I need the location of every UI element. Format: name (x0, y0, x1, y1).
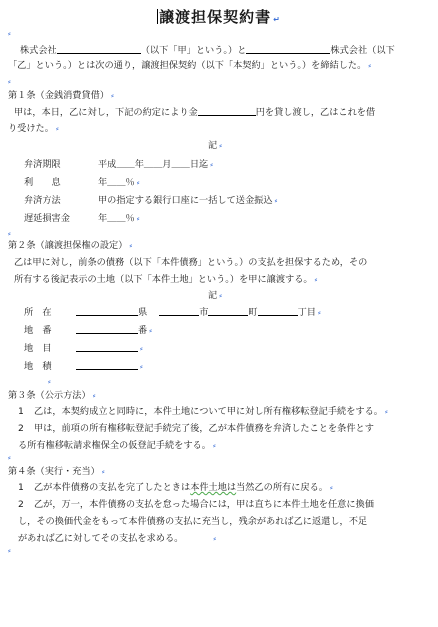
chimoku-blank[interactable] (76, 342, 138, 352)
company-name-blank-2[interactable] (246, 44, 330, 54)
title-text: 譲渡担保契約書 (159, 8, 272, 26)
paragraph-mark-icon: ⸗ (111, 91, 114, 100)
article4-paragraph-2-cont-1 (8, 516, 430, 528)
ban-label: 番 (138, 325, 148, 336)
land-label: 地 積 (24, 361, 52, 372)
document-title (8, 6, 430, 28)
article4-paragraph-2 (8, 499, 430, 511)
paragraph-mark-icon: ⸗ (8, 229, 11, 238)
article4-paragraph-2-cont-2 (8, 533, 430, 545)
paragraph-mark-icon: ⸗ (317, 308, 321, 317)
article3-paragraph-2 (8, 423, 430, 435)
land-chimoku-row (8, 340, 430, 358)
paragraph-mark-icon: ⸗ (8, 77, 11, 86)
article4-paragraph-1 (8, 482, 430, 494)
article4-heading (8, 466, 430, 478)
paragraph-mark-icon: ⸗ (219, 141, 222, 150)
paragraph-number: 1 (18, 482, 24, 493)
article4-p2-text-3: があれば乙に対してその支払を求める。 (18, 533, 184, 544)
paragraph-mark-icon: ⸗ (140, 362, 143, 371)
city-blank[interactable] (159, 306, 199, 316)
amount-blank[interactable] (198, 106, 256, 116)
ki-label: 記 (208, 290, 218, 301)
paragraph-mark-icon: ↵ (273, 15, 281, 24)
term-row (8, 156, 430, 174)
article3-heading-text: 第３条（公示方法） (8, 390, 91, 401)
paragraph-number: 1 (18, 406, 24, 417)
cho-label: 町 (248, 307, 258, 318)
land-address-row (8, 304, 430, 322)
term-label: 弁済方法 (24, 195, 61, 206)
term-label: 弁済期限 (24, 159, 61, 170)
paragraph-mark-icon: ⸗ (55, 124, 59, 133)
ken-label: 県 (138, 307, 148, 318)
prefecture-blank[interactable] (76, 306, 138, 316)
term-value: 平成＿＿年＿＿月＿＿日迄 (98, 159, 209, 170)
land-list (8, 304, 430, 376)
empty-paragraph (8, 228, 430, 236)
paragraph-mark-icon: ⸗ (48, 377, 51, 386)
paragraph-mark-icon: ⸗ (213, 534, 217, 543)
article3-heading (8, 390, 430, 402)
chome-blank[interactable] (258, 306, 298, 316)
land-chiseki-row (8, 358, 430, 376)
paragraph-mark-icon: ⸗ (136, 178, 140, 187)
company-name-blank-1[interactable] (57, 44, 141, 54)
article2-text-1: 乙は甲に対し，前条の債務（以下「本件債務」という。）の支払を担保するため，その (14, 257, 368, 268)
article3-p1-text: 乙は，本契約成立と同時に，本件土地について甲に対し所有権移転登記手続をする。 (34, 406, 383, 417)
article4-heading-text: 第４条（実行・充当） (8, 466, 100, 477)
empty-paragraph (8, 452, 430, 464)
paragraph-mark-icon: ⸗ (368, 61, 371, 70)
paragraph-mark-icon: ⸗ (136, 214, 140, 223)
article1-ki (8, 140, 430, 152)
article2-ki (8, 290, 430, 302)
paragraph-mark-icon: ⸗ (8, 546, 11, 555)
paragraph-mark-icon: ⸗ (8, 453, 11, 462)
text-cursor (157, 9, 158, 24)
shi-label: 市 (199, 307, 209, 318)
article1-terms-list (8, 156, 430, 228)
paragraph-mark-icon: ⸗ (314, 275, 318, 284)
article1-text-line-1 (8, 106, 430, 119)
paragraph-mark-icon: ⸗ (219, 291, 222, 300)
company-prefix-1: 株式会社 (20, 45, 57, 56)
article3-p2-text-2: る所有権移転請求権保全の仮登記手続をする。 (18, 440, 211, 451)
land-label: 地 番 (24, 325, 52, 336)
article3-paragraph-2-cont (8, 440, 430, 452)
land-chiban-row (8, 322, 430, 340)
article4-p2-text-1: 乙が，万一，本件債務の支払を怠った場合には，甲は直ちに本件土地を任意に換価 (34, 499, 374, 510)
article2-heading (8, 240, 430, 252)
land-label: 所 在 (24, 307, 52, 318)
empty-paragraph (8, 28, 430, 38)
paragraph-mark-icon: ⸗ (8, 29, 11, 38)
chiban-blank[interactable] (76, 324, 138, 334)
spellcheck-underlined-text: 本件土地は (190, 482, 237, 493)
empty-paragraph (8, 76, 430, 86)
paragraph-mark-icon: ⸗ (274, 196, 278, 205)
paragraph-mark-icon: ⸗ (129, 241, 133, 250)
paragraph-mark-icon: ⸗ (140, 344, 143, 353)
article4-p1-text-c: 当然乙の所有に戻る。 (236, 482, 328, 493)
article1-text-c: り受けた。 (8, 123, 54, 134)
intro-text-2: 「乙」という。）とは次の通り，譲渡担保契約（以下「本契約」という。）を締結した。 (8, 60, 367, 71)
article4-p1-text-a: 乙が本件債務の支払を完了したときは (34, 482, 191, 493)
term-row (8, 210, 430, 228)
article1-heading-text: 第１条（金銭消費貸借） (8, 90, 110, 101)
paragraph-mark-icon: ⸗ (330, 483, 333, 492)
chiseki-blank[interactable] (76, 360, 138, 370)
article3-p2-text-1: 甲は，前項の所有権移転登記手続完了後，乙が本件債務を弁済したことを条件とす (34, 423, 374, 434)
intro-text-1: （以下「甲」という。）と (140, 45, 247, 56)
paragraph-number: 2 (18, 499, 24, 510)
paragraph-mark-icon: ⸗ (149, 326, 152, 335)
article4-p2-text-2: し，その換価代金をもって本件債務の支払に充当し，残余があれば乙に返還し，不足 (18, 516, 368, 527)
article2-line-1 (8, 257, 430, 269)
term-value: 甲の指定する銀行口座に一括して送金振込 (98, 195, 273, 206)
article2-line-2 (8, 274, 430, 286)
article2-text-2: 所有する後記表示の土地（以下「本件土地」という。）を甲に譲渡する。 (14, 274, 313, 285)
empty-paragraph (8, 545, 430, 557)
paragraph-mark-icon: ⸗ (92, 391, 96, 400)
chome-label: 丁目 (297, 307, 316, 318)
article3-paragraph-1 (8, 406, 430, 418)
town-blank[interactable] (208, 306, 248, 316)
term-row (8, 174, 430, 192)
ki-label: 記 (208, 140, 218, 151)
empty-paragraph (8, 376, 430, 388)
paragraph-mark-icon: ⸗ (384, 407, 388, 416)
term-value: 年＿＿％ (98, 177, 135, 188)
paragraph-number: 2 (18, 423, 24, 434)
paragraph-mark-icon: ⸗ (101, 467, 105, 476)
article1-heading (8, 90, 430, 102)
land-label: 地 目 (24, 343, 52, 354)
paragraph-mark-icon: ⸗ (210, 160, 213, 169)
paragraph-mark-icon: ⸗ (212, 441, 216, 450)
intro-line-1 (8, 44, 430, 57)
term-row (8, 192, 430, 210)
intro-line-2 (8, 60, 430, 72)
term-label: 遅延損害金 (24, 213, 70, 224)
article1-text-b: 円を貸し渡し，乙はこれを借 (255, 107, 376, 118)
company-suffix-2: 株式会社（以下 (330, 45, 395, 56)
article1-text-line-2 (8, 123, 430, 135)
article2-heading-text: 第２条（譲渡担保権の設定） (8, 240, 128, 251)
term-label: 利 息 (24, 177, 61, 188)
article1-text-a: 甲は，本日，乙に対し，下記の約定により金 (14, 107, 198, 118)
term-value: 年＿＿％ (98, 213, 135, 224)
